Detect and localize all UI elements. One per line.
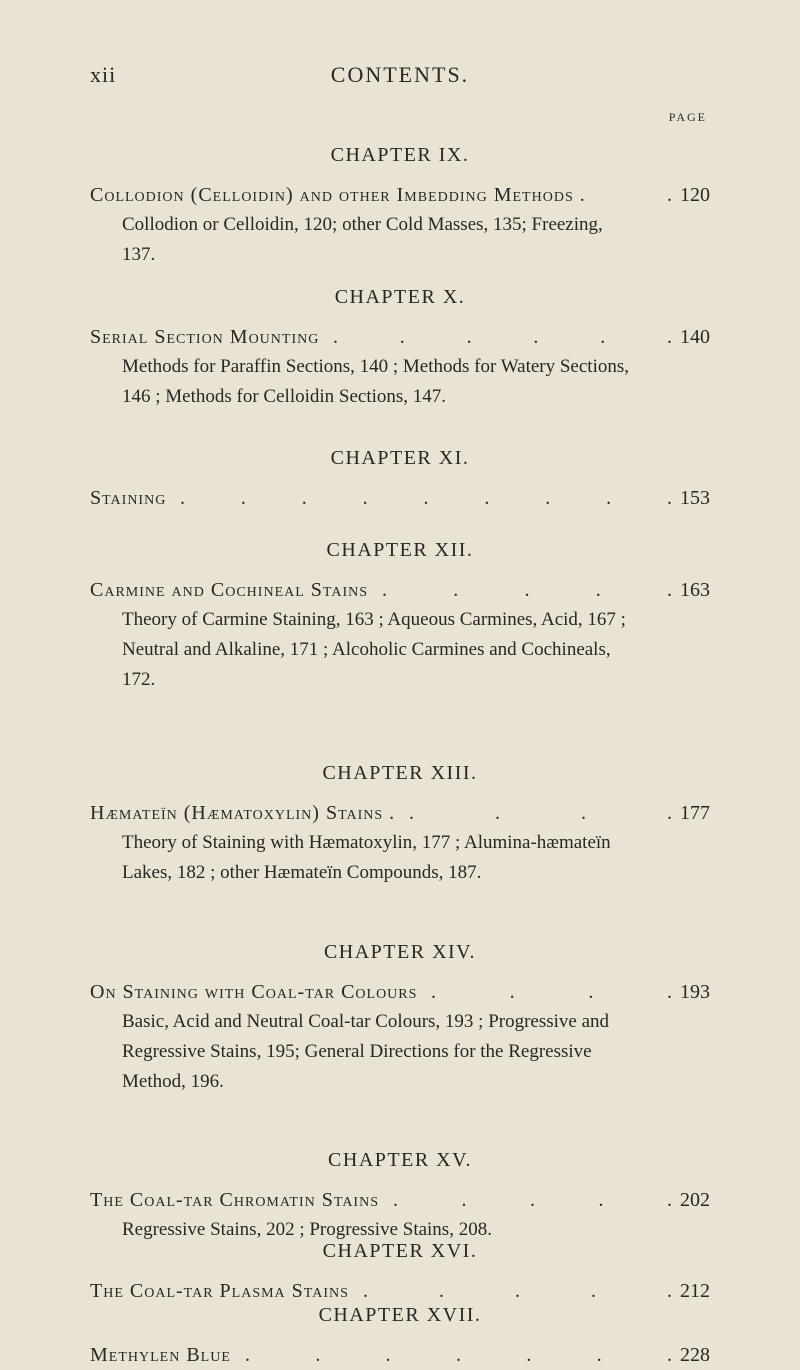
entry-page-number: 177 bbox=[680, 802, 710, 824]
running-title: CONTENTS. bbox=[330, 62, 470, 87]
chapter-block bbox=[0, 937, 800, 1097]
dot-leaders: . . . . . . . bbox=[245, 1344, 672, 1366]
dot-leaders: . bbox=[667, 184, 672, 206]
chapter-block bbox=[0, 758, 800, 888]
chapter-heading: CHAPTER XV. bbox=[328, 1149, 472, 1171]
entry-summary-line: Methods for Paraffin Sections, 140 ; Methods for Watery Sections, bbox=[122, 356, 629, 377]
chapter-heading: CHAPTER XIII. bbox=[322, 762, 478, 784]
entry-title: The Coal-tar Chromatin Stains bbox=[90, 1189, 379, 1211]
entry-summary-line: Neutral and Alkaline, 171 ; Alcoholic Carmines and Cochineals, bbox=[122, 639, 611, 660]
entry-summary-line: Lakes, 182 ; other Hæmateïn Compounds, 187. bbox=[122, 862, 482, 883]
entry-page-number: 153 bbox=[680, 487, 710, 509]
page-header bbox=[0, 62, 800, 102]
toc-entry[interactable] bbox=[0, 483, 800, 513]
entry-summary-line: Method, 196. bbox=[122, 1071, 224, 1092]
dot-leaders: . . . . . . bbox=[333, 326, 672, 348]
chapter-block bbox=[0, 140, 800, 270]
dot-leaders: . . . . . bbox=[393, 1189, 672, 1211]
dot-leaders: . . . . bbox=[409, 802, 672, 824]
entry-page-number: 212 bbox=[680, 1280, 710, 1302]
chapter-block bbox=[0, 1145, 800, 1245]
entry-summary-line: 146 ; Methods for Celloidin Sections, 147. bbox=[122, 386, 447, 407]
entry-title: Collodion (Celloidin) and other Imbedding Methods . bbox=[90, 184, 586, 206]
entry-summary-line: 137. bbox=[122, 244, 156, 265]
dot-leaders: . . . . . bbox=[382, 579, 672, 601]
chapter-block bbox=[0, 1300, 800, 1370]
entry-summary-line: Regressive Stains, 195; General Directions for the Regressive bbox=[122, 1041, 592, 1062]
toc-entry[interactable] bbox=[0, 322, 800, 352]
chapter-block bbox=[0, 535, 800, 695]
entry-page-number: 140 bbox=[680, 326, 710, 348]
toc-entry[interactable] bbox=[0, 798, 800, 828]
entry-title: The Coal-tar Plasma Stains bbox=[90, 1280, 349, 1302]
chapter-block bbox=[0, 443, 800, 513]
entry-summary-line: Theory of Staining with Hæmatoxylin, 177 ; Alumina-hæmateïn bbox=[122, 832, 611, 853]
dot-leaders: . . . . . bbox=[363, 1280, 672, 1302]
entry-title: Hæmateïn (Hæmatoxylin) Stains . bbox=[90, 802, 396, 824]
page-folio: xii bbox=[90, 62, 117, 87]
toc-entry[interactable] bbox=[0, 1340, 800, 1370]
chapter-block bbox=[0, 1236, 800, 1306]
entry-title: Methylen Blue bbox=[90, 1344, 231, 1366]
toc-entry[interactable] bbox=[0, 575, 800, 605]
chapter-heading: CHAPTER XVII. bbox=[318, 1304, 482, 1326]
chapter-block bbox=[0, 282, 800, 412]
dot-leaders: . . . . bbox=[431, 981, 672, 1003]
entry-summary-line: 172. bbox=[122, 669, 156, 690]
chapter-heading: CHAPTER IX. bbox=[330, 144, 470, 166]
page-column-label: PAGE bbox=[668, 110, 707, 124]
entry-page-number: 193 bbox=[680, 981, 710, 1003]
chapter-heading: CHAPTER XIV. bbox=[323, 941, 477, 963]
entry-title: Staining bbox=[90, 487, 167, 509]
chapter-heading: CHAPTER X. bbox=[334, 286, 466, 308]
entry-page-number: 228 bbox=[680, 1344, 710, 1366]
entry-title: Serial Section Mounting bbox=[90, 326, 320, 348]
entry-summary-line: Theory of Carmine Staining, 163 ; Aqueous Carmines, Acid, 167 ; bbox=[122, 609, 626, 630]
entry-page-number: 120 bbox=[680, 184, 710, 206]
chapter-heading: CHAPTER XII. bbox=[326, 539, 474, 561]
entry-page-number: 163 bbox=[680, 579, 710, 601]
toc-entry[interactable] bbox=[0, 180, 800, 210]
toc-entry[interactable] bbox=[0, 977, 800, 1007]
entry-title: On Staining with Coal-tar Colours bbox=[90, 981, 418, 1003]
dot-leaders: . . . . . . . . . bbox=[180, 487, 672, 509]
toc-entry[interactable] bbox=[0, 1185, 800, 1215]
entry-title: Carmine and Cochineal Stains bbox=[90, 579, 368, 601]
chapter-heading: CHAPTER XVI. bbox=[322, 1240, 478, 1262]
entry-summary-line: Collodion or Celloidin, 120; other Cold Masses, 135; Freezing, bbox=[122, 214, 603, 235]
entry-summary-line: Basic, Acid and Neutral Coal-tar Colours, 193 ; Progressive and bbox=[122, 1011, 610, 1032]
entry-page-number: 202 bbox=[680, 1189, 710, 1211]
chapter-heading: CHAPTER XI. bbox=[330, 447, 470, 469]
entry-summary-line: Regressive Stains, 202 ; Progressive Stains, 208. bbox=[122, 1219, 492, 1240]
